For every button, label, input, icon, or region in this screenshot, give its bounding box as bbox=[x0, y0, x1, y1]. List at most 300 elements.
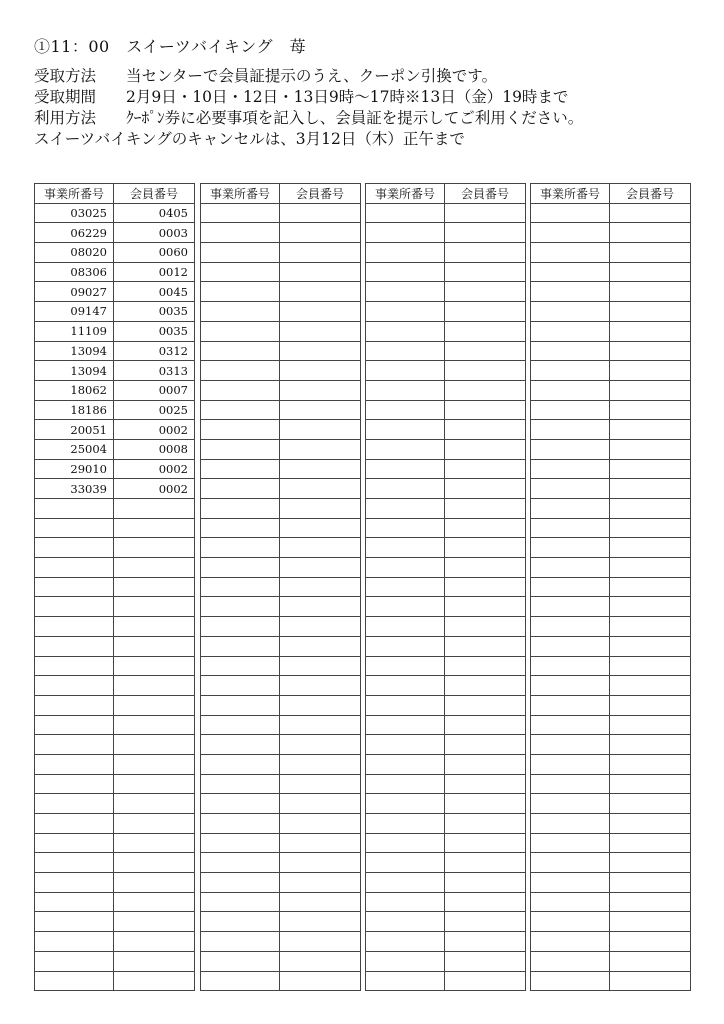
table-row bbox=[531, 715, 691, 735]
member-number-cell bbox=[280, 558, 361, 578]
office-number-cell bbox=[201, 203, 280, 223]
office-number-cell bbox=[531, 538, 610, 558]
office-number-cell bbox=[366, 420, 445, 440]
table-row bbox=[366, 282, 526, 302]
member-number-header: 会員番号 bbox=[114, 184, 195, 204]
table-row bbox=[201, 439, 361, 459]
table-row bbox=[35, 243, 195, 263]
office-number-cell: 29010 bbox=[35, 459, 114, 479]
table-row bbox=[531, 420, 691, 440]
office-number-cell bbox=[366, 695, 445, 715]
office-number-cell bbox=[35, 971, 114, 991]
member-number-cell: 0002 bbox=[114, 479, 195, 499]
table-row bbox=[201, 361, 361, 381]
member-number-cell bbox=[114, 754, 195, 774]
office-number-cell bbox=[366, 262, 445, 282]
office-number-cell bbox=[531, 951, 610, 971]
member-number-cell bbox=[610, 754, 691, 774]
table-row bbox=[201, 400, 361, 420]
member-number-cell bbox=[445, 754, 526, 774]
office-number-cell bbox=[531, 302, 610, 322]
member-number-cell bbox=[445, 420, 526, 440]
member-number-cell bbox=[610, 499, 691, 519]
table-row bbox=[201, 577, 361, 597]
table-row bbox=[201, 656, 361, 676]
office-number-cell bbox=[35, 597, 114, 617]
office-number-cell bbox=[366, 479, 445, 499]
member-number-cell bbox=[610, 558, 691, 578]
office-number-cell bbox=[531, 932, 610, 952]
document-title: ①11：00 スイーツバイキング 苺 bbox=[34, 37, 306, 56]
member-number-cell bbox=[610, 479, 691, 499]
office-number-cell bbox=[531, 833, 610, 853]
office-number-cell: 06229 bbox=[35, 223, 114, 243]
header-row bbox=[35, 184, 195, 204]
office-number-cell bbox=[201, 912, 280, 932]
office-number-cell: 33039 bbox=[35, 479, 114, 499]
office-number-cell bbox=[35, 617, 114, 637]
office-number-cell bbox=[366, 833, 445, 853]
member-number-cell: 0008 bbox=[114, 439, 195, 459]
member-number-cell bbox=[280, 223, 361, 243]
office-number-cell bbox=[531, 518, 610, 538]
info-label: 利用方法 bbox=[34, 109, 97, 127]
member-number-cell: 0313 bbox=[114, 361, 195, 381]
office-number-cell bbox=[201, 597, 280, 617]
member-number-cell bbox=[610, 577, 691, 597]
member-number-cell bbox=[610, 814, 691, 834]
table-row bbox=[35, 302, 195, 322]
office-number-cell bbox=[35, 951, 114, 971]
member-number-cell bbox=[114, 735, 195, 755]
office-number-cell bbox=[35, 754, 114, 774]
office-number-cell bbox=[366, 361, 445, 381]
office-number-cell bbox=[531, 479, 610, 499]
table-row bbox=[366, 833, 526, 853]
table-row bbox=[35, 971, 195, 991]
office-number-cell bbox=[35, 636, 114, 656]
table-row bbox=[366, 715, 526, 735]
table-row bbox=[35, 597, 195, 617]
table-row bbox=[35, 439, 195, 459]
office-number-cell: 11109 bbox=[35, 321, 114, 341]
table-row bbox=[531, 912, 691, 932]
table-row bbox=[531, 341, 691, 361]
office-number-cell bbox=[201, 873, 280, 893]
table-row bbox=[35, 518, 195, 538]
member-number-cell bbox=[280, 735, 361, 755]
office-number-cell bbox=[201, 617, 280, 637]
table-row bbox=[201, 932, 361, 952]
info-block bbox=[34, 66, 583, 150]
office-number-cell bbox=[366, 617, 445, 637]
office-number-cell bbox=[366, 518, 445, 538]
member-number-cell bbox=[114, 932, 195, 952]
office-number-cell bbox=[531, 321, 610, 341]
member-number-cell bbox=[280, 695, 361, 715]
member-table-2 bbox=[200, 183, 361, 991]
office-number-cell bbox=[35, 774, 114, 794]
office-number-cell bbox=[366, 459, 445, 479]
member-number-cell bbox=[610, 262, 691, 282]
member-number-cell bbox=[610, 676, 691, 696]
office-number-cell bbox=[35, 912, 114, 932]
member-number-cell bbox=[280, 617, 361, 637]
office-number-cell bbox=[531, 499, 610, 519]
member-number-cell bbox=[445, 400, 526, 420]
office-number-cell bbox=[531, 656, 610, 676]
office-number-cell bbox=[35, 715, 114, 735]
office-number-cell bbox=[531, 873, 610, 893]
table-row bbox=[531, 321, 691, 341]
table-row bbox=[531, 892, 691, 912]
office-number-cell bbox=[201, 538, 280, 558]
member-number-cell bbox=[280, 400, 361, 420]
office-number-cell bbox=[201, 932, 280, 952]
office-number-cell bbox=[366, 715, 445, 735]
office-number-cell bbox=[35, 932, 114, 952]
office-number-cell bbox=[531, 243, 610, 263]
office-number-cell bbox=[531, 577, 610, 597]
member-number-cell bbox=[445, 203, 526, 223]
office-number-cell bbox=[531, 420, 610, 440]
office-number-cell bbox=[201, 282, 280, 302]
office-number-cell bbox=[531, 892, 610, 912]
member-number-cell bbox=[610, 774, 691, 794]
office-number-cell bbox=[366, 302, 445, 322]
table-row bbox=[35, 400, 195, 420]
info-text: 2月9日・10日・12日・13日9時～17時※13日（金）19時まで bbox=[126, 88, 569, 106]
table-row bbox=[366, 459, 526, 479]
office-number-cell bbox=[531, 814, 610, 834]
office-number-cell bbox=[366, 321, 445, 341]
member-number-cell bbox=[445, 302, 526, 322]
table-row bbox=[35, 617, 195, 637]
table-row bbox=[201, 715, 361, 735]
member-number-cell bbox=[445, 380, 526, 400]
office-number-cell bbox=[366, 558, 445, 578]
table-row bbox=[366, 754, 526, 774]
office-number-cell bbox=[201, 400, 280, 420]
member-number-cell bbox=[610, 617, 691, 637]
member-number-cell bbox=[445, 321, 526, 341]
table-row bbox=[531, 794, 691, 814]
office-number-cell bbox=[366, 794, 445, 814]
table-row bbox=[201, 380, 361, 400]
member-number-cell bbox=[445, 361, 526, 381]
table-row bbox=[366, 518, 526, 538]
member-number-cell bbox=[610, 518, 691, 538]
member-number-cell bbox=[445, 518, 526, 538]
office-number-cell bbox=[531, 971, 610, 991]
table-row bbox=[35, 558, 195, 578]
header-row bbox=[531, 184, 691, 204]
office-number-cell: 09027 bbox=[35, 282, 114, 302]
member-number-cell bbox=[610, 400, 691, 420]
office-number-header: 事業所番号 bbox=[531, 184, 610, 204]
table-row bbox=[366, 794, 526, 814]
member-number-cell: 0405 bbox=[114, 203, 195, 223]
table-row bbox=[531, 302, 691, 322]
office-number-cell bbox=[366, 577, 445, 597]
member-number-header: 会員番号 bbox=[445, 184, 526, 204]
office-number-cell bbox=[35, 499, 114, 519]
table-row bbox=[531, 499, 691, 519]
table-row bbox=[201, 695, 361, 715]
table-row bbox=[366, 420, 526, 440]
office-number-cell: 18062 bbox=[35, 380, 114, 400]
table-row bbox=[531, 932, 691, 952]
table-row bbox=[35, 932, 195, 952]
table-row bbox=[201, 774, 361, 794]
table-row bbox=[201, 951, 361, 971]
member-number-cell bbox=[610, 538, 691, 558]
office-number-cell bbox=[35, 518, 114, 538]
table-row bbox=[201, 321, 361, 341]
member-number-cell bbox=[280, 361, 361, 381]
info-label: 受取方法 bbox=[34, 67, 97, 85]
office-number-cell bbox=[531, 676, 610, 696]
member-number-cell bbox=[445, 577, 526, 597]
table-row bbox=[201, 754, 361, 774]
office-number-cell bbox=[366, 282, 445, 302]
office-number-cell bbox=[531, 361, 610, 381]
office-number-cell: 25004 bbox=[35, 439, 114, 459]
member-number-cell bbox=[610, 656, 691, 676]
member-number-cell bbox=[114, 873, 195, 893]
office-number-cell bbox=[201, 814, 280, 834]
table-row bbox=[35, 203, 195, 223]
member-number-cell bbox=[114, 814, 195, 834]
table-row bbox=[35, 420, 195, 440]
table-row bbox=[366, 361, 526, 381]
table-row bbox=[531, 814, 691, 834]
member-number-cell bbox=[280, 774, 361, 794]
member-number-cell bbox=[114, 558, 195, 578]
table-row bbox=[201, 735, 361, 755]
table-row bbox=[201, 814, 361, 834]
table-row bbox=[35, 754, 195, 774]
member-number-cell bbox=[280, 302, 361, 322]
office-number-header: 事業所番号 bbox=[35, 184, 114, 204]
member-number-cell bbox=[280, 203, 361, 223]
member-number-cell bbox=[114, 577, 195, 597]
office-number-cell bbox=[531, 400, 610, 420]
office-number-cell bbox=[531, 558, 610, 578]
office-number-cell bbox=[201, 892, 280, 912]
member-number-cell bbox=[610, 597, 691, 617]
office-number-cell bbox=[201, 715, 280, 735]
table-row bbox=[201, 636, 361, 656]
member-number-cell bbox=[445, 932, 526, 952]
member-number-cell bbox=[445, 676, 526, 696]
table-row bbox=[366, 735, 526, 755]
member-number-cell bbox=[610, 302, 691, 322]
table-row bbox=[366, 814, 526, 834]
member-number-cell bbox=[610, 243, 691, 263]
member-number-cell: 0012 bbox=[114, 262, 195, 282]
table-row bbox=[366, 203, 526, 223]
member-number-cell bbox=[610, 912, 691, 932]
table-row bbox=[201, 676, 361, 696]
table-row bbox=[531, 971, 691, 991]
info-row-receive-method bbox=[34, 66, 583, 87]
member-number-cell bbox=[114, 499, 195, 519]
member-number-cell bbox=[445, 459, 526, 479]
info-text: 当センターで会員証提示のうえ、クーポン引換です。 bbox=[126, 67, 498, 85]
table-row bbox=[201, 892, 361, 912]
office-number-cell bbox=[201, 262, 280, 282]
office-number-cell bbox=[35, 558, 114, 578]
member-number-cell bbox=[610, 932, 691, 952]
member-number-cell bbox=[445, 243, 526, 263]
office-number-cell bbox=[201, 361, 280, 381]
member-number-cell bbox=[445, 223, 526, 243]
table-row bbox=[35, 735, 195, 755]
table-row bbox=[35, 538, 195, 558]
table-row bbox=[531, 400, 691, 420]
member-table-4 bbox=[530, 183, 691, 991]
table-row bbox=[35, 282, 195, 302]
office-number-cell bbox=[531, 617, 610, 637]
office-number-cell bbox=[201, 774, 280, 794]
office-number-cell: 09147 bbox=[35, 302, 114, 322]
table-row bbox=[366, 656, 526, 676]
office-number-cell bbox=[531, 853, 610, 873]
member-number-cell bbox=[445, 715, 526, 735]
office-number-cell bbox=[201, 321, 280, 341]
table-row bbox=[35, 912, 195, 932]
office-number-cell bbox=[35, 735, 114, 755]
member-number-cell bbox=[610, 971, 691, 991]
office-number-cell bbox=[366, 203, 445, 223]
table-row bbox=[201, 538, 361, 558]
member-number-cell bbox=[280, 656, 361, 676]
table-row bbox=[366, 341, 526, 361]
office-number-header: 事業所番号 bbox=[201, 184, 280, 204]
table-row bbox=[366, 321, 526, 341]
member-number-cell bbox=[445, 479, 526, 499]
office-number-cell bbox=[531, 597, 610, 617]
office-number-cell bbox=[201, 518, 280, 538]
member-number-cell bbox=[445, 873, 526, 893]
member-number-cell bbox=[445, 814, 526, 834]
office-number-cell bbox=[366, 676, 445, 696]
member-number-cell bbox=[280, 439, 361, 459]
table-row bbox=[366, 951, 526, 971]
office-number-cell bbox=[201, 459, 280, 479]
member-number-cell bbox=[280, 243, 361, 263]
table-row bbox=[366, 695, 526, 715]
table-row bbox=[531, 558, 691, 578]
table-row bbox=[531, 538, 691, 558]
table-row bbox=[201, 302, 361, 322]
table-row bbox=[201, 341, 361, 361]
office-number-cell bbox=[531, 341, 610, 361]
table-row bbox=[35, 321, 195, 341]
table-row bbox=[366, 853, 526, 873]
table-row bbox=[201, 912, 361, 932]
member-number-cell: 0045 bbox=[114, 282, 195, 302]
table-row bbox=[201, 971, 361, 991]
cancel-note-row bbox=[34, 129, 583, 150]
table-row bbox=[366, 577, 526, 597]
table-row bbox=[35, 262, 195, 282]
office-number-cell bbox=[201, 420, 280, 440]
member-number-cell bbox=[114, 951, 195, 971]
table-row bbox=[531, 203, 691, 223]
office-number-cell bbox=[531, 636, 610, 656]
table-row bbox=[201, 558, 361, 578]
member-number-cell bbox=[610, 951, 691, 971]
table-row bbox=[201, 617, 361, 637]
table-row bbox=[366, 676, 526, 696]
office-number-cell bbox=[201, 380, 280, 400]
member-number-cell bbox=[445, 695, 526, 715]
office-number-cell bbox=[366, 656, 445, 676]
member-number-cell bbox=[280, 499, 361, 519]
table-row bbox=[531, 617, 691, 637]
table-row bbox=[35, 774, 195, 794]
member-number-cell bbox=[610, 361, 691, 381]
office-number-cell bbox=[531, 262, 610, 282]
member-number-cell bbox=[114, 833, 195, 853]
office-number-cell bbox=[366, 892, 445, 912]
member-number-cell bbox=[280, 538, 361, 558]
table-row bbox=[201, 223, 361, 243]
member-number-cell bbox=[280, 951, 361, 971]
member-number-cell bbox=[114, 695, 195, 715]
office-number-header: 事業所番号 bbox=[366, 184, 445, 204]
office-number-cell bbox=[366, 499, 445, 519]
table-row bbox=[366, 380, 526, 400]
member-number-cell bbox=[445, 617, 526, 637]
member-number-cell bbox=[114, 774, 195, 794]
office-number-cell bbox=[201, 302, 280, 322]
member-number-cell bbox=[114, 636, 195, 656]
office-number-cell bbox=[366, 912, 445, 932]
table-row bbox=[35, 853, 195, 873]
table-row bbox=[366, 243, 526, 263]
member-number-cell bbox=[445, 794, 526, 814]
table-row bbox=[531, 439, 691, 459]
office-number-cell bbox=[201, 951, 280, 971]
office-number-cell bbox=[201, 853, 280, 873]
table-row bbox=[531, 735, 691, 755]
office-number-cell bbox=[201, 636, 280, 656]
office-number-cell bbox=[366, 223, 445, 243]
member-number-cell bbox=[114, 656, 195, 676]
member-number-cell bbox=[610, 853, 691, 873]
member-number-header: 会員番号 bbox=[280, 184, 361, 204]
member-number-cell bbox=[280, 715, 361, 735]
office-number-cell bbox=[35, 676, 114, 696]
table-row bbox=[531, 262, 691, 282]
office-number-cell bbox=[531, 459, 610, 479]
table-row bbox=[201, 243, 361, 263]
member-number-cell bbox=[445, 597, 526, 617]
office-number-cell bbox=[366, 636, 445, 656]
table-row bbox=[531, 479, 691, 499]
member-number-cell bbox=[610, 282, 691, 302]
office-number-cell bbox=[201, 971, 280, 991]
member-number-cell bbox=[610, 439, 691, 459]
table-row bbox=[531, 518, 691, 538]
member-number-cell: 0060 bbox=[114, 243, 195, 263]
office-number-cell bbox=[531, 439, 610, 459]
member-number-cell bbox=[114, 597, 195, 617]
member-number-cell bbox=[610, 892, 691, 912]
